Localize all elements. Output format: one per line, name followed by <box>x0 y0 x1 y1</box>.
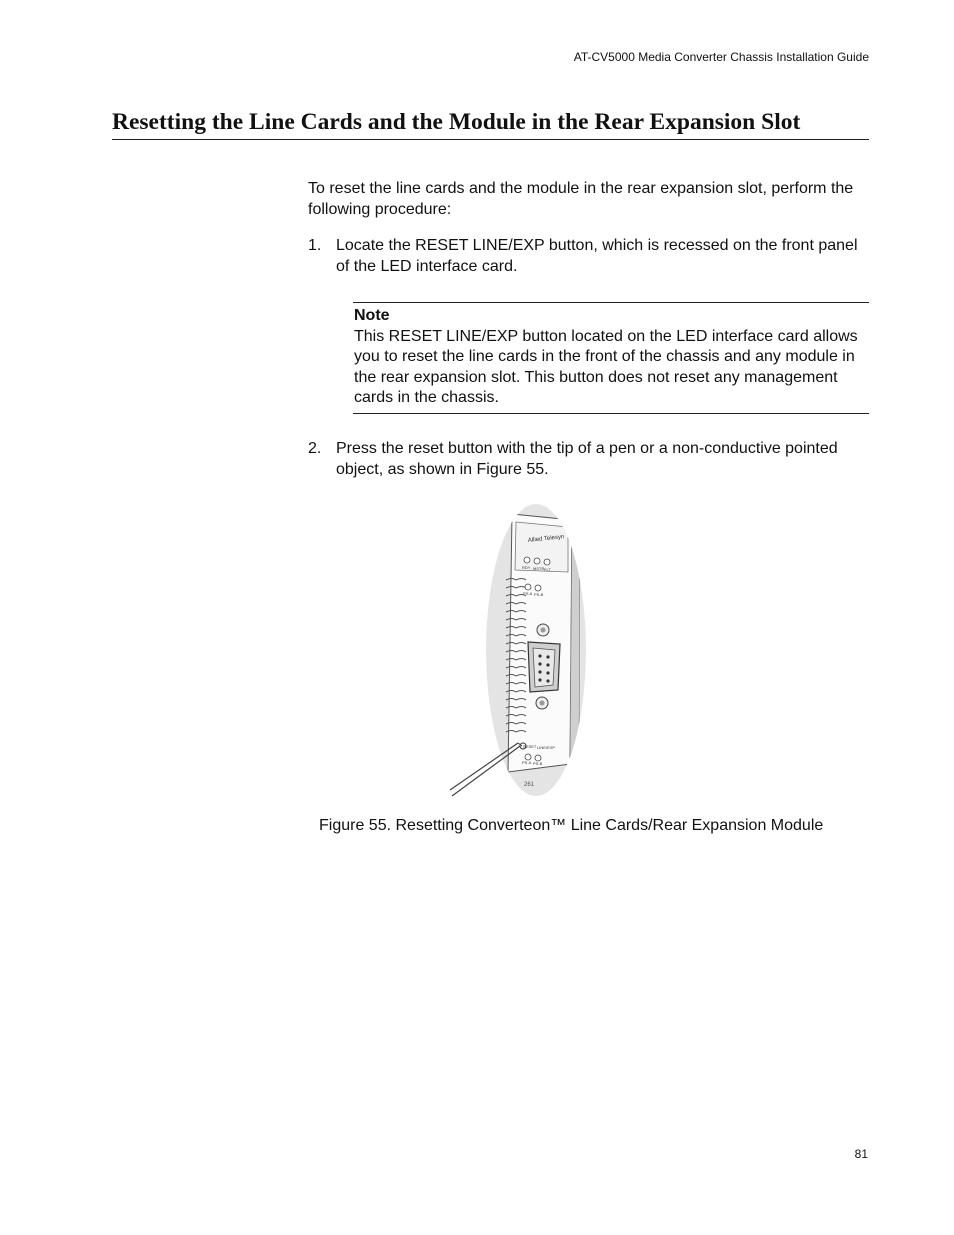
led-label-mstr: MSTR <box>533 566 545 571</box>
led-flt <box>544 559 550 565</box>
figure-caption: Figure 55. Resetting Converteon™ Line Cards/Rear Expansion Module <box>319 817 824 834</box>
step-text: Locate the RESET LINE/EXP button, which is recessed on the front panel of the LED interface card. <box>336 237 858 275</box>
line-exp-label: LINE/EXP <box>537 745 556 750</box>
running-header: AT-CV5000 Media Converter Chassis Installation Guide <box>573 50 869 64</box>
step-number: 2. <box>308 440 322 457</box>
led-label-ps-b-bottom: PS-B <box>533 761 543 766</box>
led-label-ps-b: PS-B <box>534 592 544 597</box>
figure-image-number: 261 <box>524 782 535 788</box>
led-label-flt: FLT <box>544 567 551 572</box>
section-title: Resetting the Line Cards and the Module in the Rear Expansion Slot <box>112 106 869 140</box>
reset-label: RESET <box>523 744 537 749</box>
note-text: This RESET LINE/EXP button located on the LED interface card allows you to reset the line cards in the front of the chassis and any module in the rear expansion slot. This button does not reset any management cards in the chassis. <box>354 327 858 406</box>
led-interface-card-illustration <box>440 502 600 802</box>
note-label: Note <box>354 307 390 324</box>
note-box <box>353 302 869 414</box>
step-1 <box>308 236 873 277</box>
brand-label: Allied Telesyn <box>527 534 565 544</box>
intro-paragraph: To reset the line cards and the module in the rear expansion slot, perform the following procedure: <box>308 180 854 218</box>
step-2 <box>308 439 873 480</box>
page-number: 81 <box>854 1147 868 1161</box>
led-label-rdy: RDY <box>522 565 531 570</box>
led-label-ps-a-bottom: PS-A <box>522 760 532 765</box>
figure-55 <box>440 502 600 802</box>
led-ps-a <box>525 584 531 590</box>
led-ps-b <box>535 585 541 591</box>
led-mstr <box>534 558 540 564</box>
led-label-ps-a: PS-A <box>523 591 533 596</box>
step-number: 1. <box>308 237 322 254</box>
step-text: Press the reset button with the tip of a pen or a non-conductive pointed object, as shown in Figure 55. <box>336 440 838 478</box>
led-rdy <box>524 557 530 563</box>
